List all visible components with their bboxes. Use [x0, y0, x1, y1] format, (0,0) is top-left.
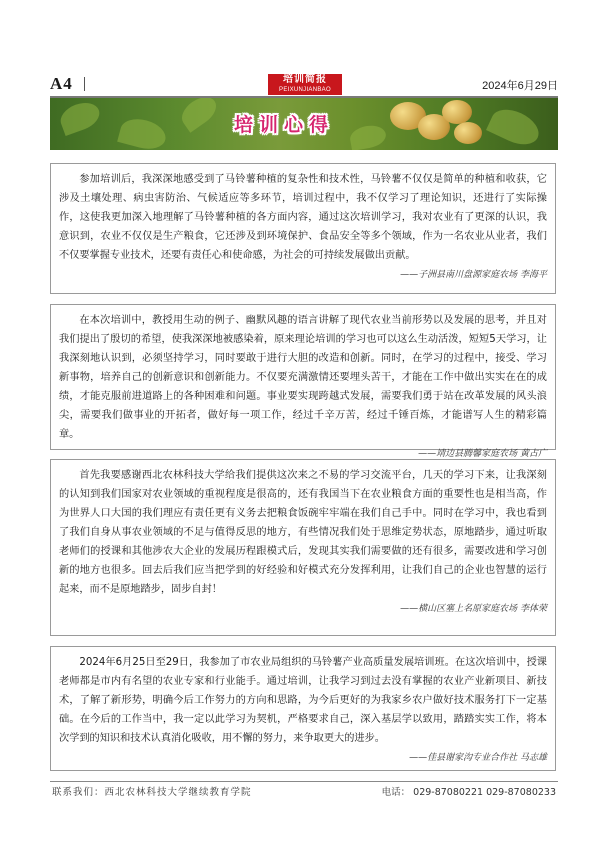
article-text: 参加培训后，我深深地感受到了马铃薯种植的复杂性和技术性，马铃薯不仅仅是简单的种植和收获，它涉及土壤处理、病虫害防治、气候适应等多环节，培训过程中，我不仅学习了理论知识，还进行了实际操作，这使我更加深入地理解了马铃薯种植的各方面内容，通过这次培训学习，我对农业有了更深的认识，我意识到，农业不仅仅是生产粮食，它还涉及到环境保护、食品安全等多个领域，作为一名农业从业者，我们不仅要掌握专业技术，还要有责任心和使命感，为社会的可持续发展做出贡献。: [59, 174, 547, 261]
leaf-shape: [117, 115, 169, 150]
footer-contact: 联系我们：西北农林科技大学继续教育学院: [52, 787, 252, 798]
page-header: [50, 74, 558, 96]
footer-divider: [50, 781, 558, 782]
article-text: 在本次培训中，教授用生动的例子、幽默风趣的语言讲解了现代农业当前形势以及发展的思考，并且对我们提出了殷切的希望，使我深深地被感染着，原来理论培训的学习也可以这么生动活泼，短短5天学习，让我深刻地认识到，必须坚持学习，同时要敢于进行大胆的改造和创新。同时，在学习的过程中，接受、学习新事物，培养自己的创新意识和创新能力。不仅要充满激情还要埋头苦干，才能在工作中做出实实在在的成绩，才能克服前进道路上的各种困难和问题。事业要实现跨越式发展，需要我们勇于站在改革发展的风头浪尖，需要我们做事业的开拓者，做好每一项工作，经过千辛万苦，经过千锤百炼，才能谱写人生的精彩篇章。: [59, 315, 547, 440]
article-box: [50, 459, 556, 636]
footer-phone: 电话： 029-87080221 029-87080233: [381, 787, 556, 798]
article-text: 2024年6月25日至29日，我参加了市农业局组织的马铃薯产业高质量发展培训班。在这次培训中，授课老师都是市内有名望的农业专家和行业能手。通过培训，让我学习到过去没有掌握的农业产业新项目、新技术，了解了新形势，明确今后工作努力的方向和思路，为今后更好的为我家乡农户做好技术服务打下一定基础。在今后的工作当中，我一定以此学习为契机，严格要求自己，深入基层学以致用，踏踏实实工作，将本次学到的知识和技术认真消化吸收，用不懈的努力，来争取更大的进步。: [59, 657, 547, 744]
article-box: [50, 163, 556, 294]
potato-shape: [442, 100, 472, 124]
leaf-shape: [486, 103, 544, 150]
issue-date: 2024年6月29日: [482, 80, 558, 92]
leaf-shape: [57, 98, 103, 136]
masthead-title: 培训简报: [283, 74, 327, 85]
article-box: [50, 646, 556, 771]
masthead-pinyin: PEIXUNJIANBAO: [279, 87, 331, 93]
section-banner: [50, 98, 558, 150]
leaf-shape: [348, 123, 387, 150]
potato-shape: [454, 122, 482, 144]
article-signature: ——佳县谢家沟专业合作社 马志雄: [409, 753, 547, 763]
leaf-shape: [177, 98, 222, 133]
article-box: [50, 304, 556, 459]
article-text: 首先我要感谢西北农林科技大学给我们提供这次来之不易的学习交流平台，几天的学习下来，让我深刻的认知到我们国家对农业领域的重视程度是很高的，还有我国当下在农业粮食方面的重要性也是相当高，作为世界人口大国的我们理应有责任更有义务去把粮食饭碗牢牢端在我们自己手中。同时在学习中，我也看到了我们自身从事农业领域的不足与值得反思的地方，有些情况我们处于思维定势状态，原地踏步，通过听取老师们的授课和其他涉农大企业的发展历程跟模式后，发现其实我们需要做的还有很多，需要改进和学习创新的地方也很多。回去后我们应当把学到的好经验和好模式充分发挥利用，让我们自己的企业也智慧的运行起来，而不是原地踏步，固步自封！: [59, 470, 547, 595]
banner-title: 培训心得: [233, 114, 334, 136]
article-signature: ——横山区塞上名原家庭农场 李体荣: [400, 604, 547, 614]
article-signature: ——子洲县南川盘源家庭农场 李海平: [400, 270, 547, 280]
masthead-logo: [268, 74, 342, 95]
page-number: A4: [50, 74, 73, 93]
article-signature: ——靖边县腾馨家庭农场 黄占广: [418, 449, 547, 459]
